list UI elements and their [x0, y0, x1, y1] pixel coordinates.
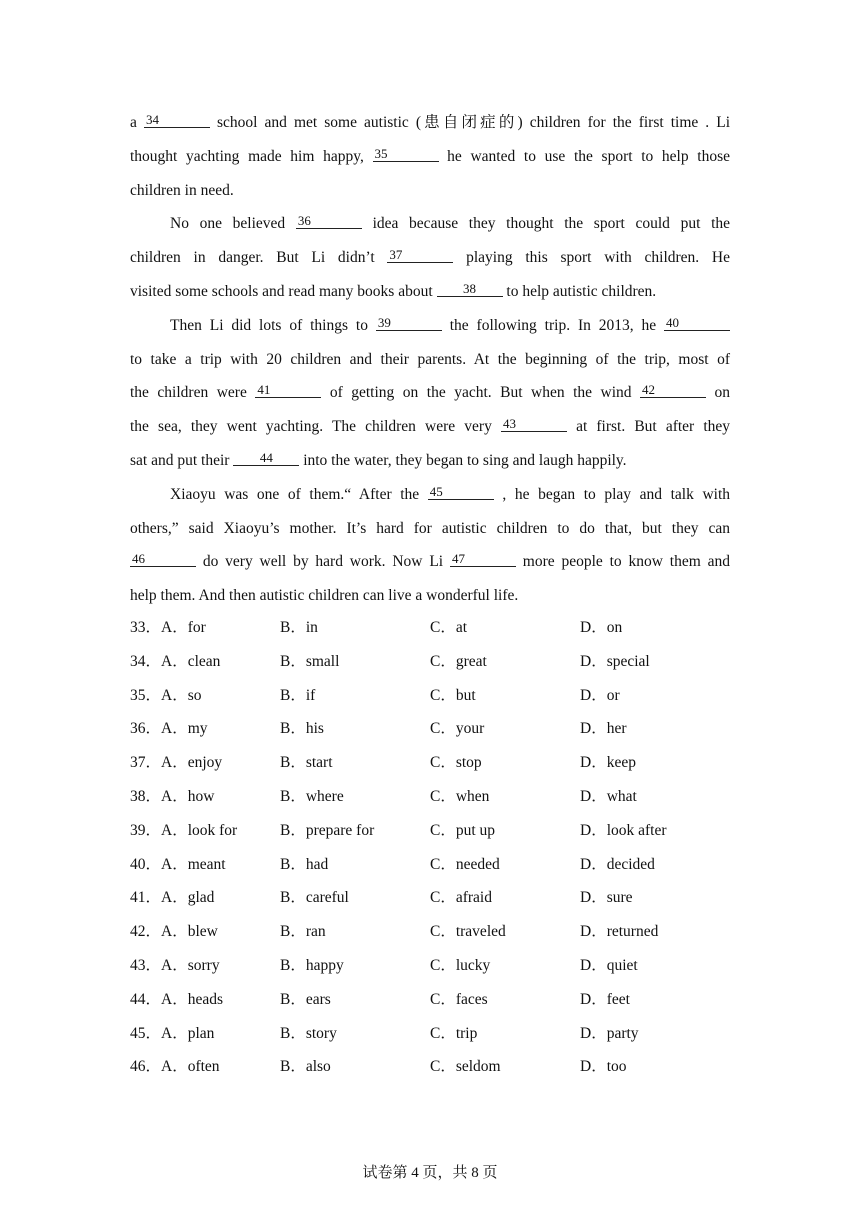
blank-42[interactable]: 42 [640, 383, 706, 398]
question-row [130, 746, 770, 780]
passage-line [130, 410, 730, 444]
option-c[interactable]: C．traveled [430, 923, 506, 941]
option-text: A．for [161, 619, 206, 636]
option-a[interactable] [130, 1050, 220, 1084]
option-b[interactable]: B．if [280, 686, 316, 704]
question-number: 38． [130, 787, 162, 805]
option-a[interactable] [130, 915, 218, 949]
option-c[interactable]: C．your [430, 720, 485, 738]
option-a[interactable] [130, 949, 220, 983]
option-d[interactable]: D．look after [580, 821, 667, 839]
passage-text: Then Li did lots of things to [170, 316, 376, 334]
question-row [130, 1017, 770, 1051]
passage-text: more people to know them and [522, 553, 730, 571]
passage-line [130, 309, 730, 343]
passage-text: of getting on the yacht. But when the wind [329, 384, 641, 402]
passage-text: children in danger. But Li didn’t [130, 249, 388, 267]
question-row [130, 1050, 770, 1084]
blank-36[interactable]: 36 [296, 214, 362, 229]
question-number: 41． [130, 889, 162, 907]
option-a[interactable] [130, 780, 214, 814]
option-b[interactable]: B．where [280, 787, 344, 805]
blank-37[interactable]: 37 [387, 248, 453, 263]
option-d[interactable]: D．decided [580, 855, 655, 873]
blank-43[interactable]: 43 [501, 417, 567, 432]
option-b[interactable]: B．ears [280, 990, 331, 1008]
option-b[interactable]: B．had [280, 855, 329, 873]
option-c[interactable]: C．needed [430, 855, 500, 873]
passage-line [130, 174, 730, 208]
question-number: 33． [130, 619, 162, 636]
blank-35[interactable]: 35 [373, 147, 439, 162]
question-row [130, 983, 770, 1017]
question-row [130, 679, 770, 713]
option-text: A．blew [161, 923, 218, 941]
option-c[interactable]: C．lucky [430, 956, 491, 974]
option-d[interactable]: D．keep [580, 754, 636, 772]
question-number: 44． [130, 990, 162, 1008]
passage-text: No one believed [170, 215, 296, 233]
passage-text: into the water, they began to sing and laugh happily. [303, 451, 627, 469]
option-text: A．enjoy [161, 754, 223, 772]
passage-line [130, 512, 730, 546]
blank-44[interactable]: 44 [233, 451, 299, 466]
blank-45[interactable]: 45 [428, 485, 494, 500]
question-number: 35． [130, 686, 162, 704]
passage-text: thought yachting made him happy, [130, 147, 373, 165]
passage-text: others,” said Xiaoyu’s mother. It’s hard for autistic children to do that, but they can [130, 519, 730, 537]
passage-line [130, 545, 730, 579]
option-c[interactable]: C．but [430, 686, 476, 704]
question-number: 34． [130, 652, 162, 670]
option-d[interactable]: D．sure [580, 889, 633, 907]
option-a[interactable] [130, 983, 223, 1017]
option-text: A．often [161, 1058, 220, 1076]
question-row [130, 949, 770, 983]
page-footer: 试卷第 4 页，共 8 页 [362, 1165, 498, 1181]
option-a[interactable] [130, 848, 226, 882]
question-options [130, 611, 770, 1084]
passage-text: help them. And then autistic children can live a wonderful life. [130, 587, 519, 605]
option-d[interactable]: D．too [580, 1058, 627, 1076]
passage-line [130, 444, 730, 478]
blank-47[interactable]: 47 [450, 552, 516, 567]
option-d[interactable]: D．quiet [580, 956, 638, 974]
blank-34[interactable]: 34 [144, 113, 210, 128]
option-a[interactable] [130, 645, 220, 679]
option-b[interactable]: B．his [280, 720, 324, 738]
option-text: A．meant [161, 855, 226, 873]
option-a[interactable] [130, 746, 222, 780]
option-b[interactable]: B．also [280, 1058, 331, 1076]
question-row [130, 814, 770, 848]
blank-39[interactable]: 39 [376, 316, 442, 331]
option-c[interactable]: C．put up [430, 821, 496, 839]
option-text: A．how [161, 787, 215, 805]
option-d[interactable]: D．special [580, 652, 650, 670]
blank-46[interactable]: 46 [130, 552, 196, 567]
option-a[interactable] [130, 611, 206, 645]
question-number: 37． [130, 754, 162, 772]
option-d[interactable]: D．feet [580, 990, 630, 1008]
option-d[interactable]: D．on [580, 619, 623, 636]
question-number: 43． [130, 956, 162, 974]
option-b[interactable]: B．prepare for [280, 821, 375, 839]
option-d[interactable]: D．her [580, 720, 627, 738]
question-row [130, 712, 770, 746]
option-a[interactable] [130, 881, 214, 915]
option-b[interactable]: B．small [280, 652, 340, 670]
option-b[interactable]: B．ran [280, 923, 326, 941]
question-number: 36． [130, 720, 162, 738]
passage-text: the sea, they went yachting. The children were very [130, 418, 501, 436]
option-c[interactable]: C．great [430, 652, 487, 670]
option-text: A．so [161, 686, 202, 704]
passage-text: the children were [130, 384, 256, 402]
question-number: 42． [130, 923, 162, 941]
blank-40[interactable]: 40 [664, 316, 730, 331]
passage-text: sat and put their [130, 451, 234, 469]
option-text: A．look for [161, 821, 238, 839]
passage-line [130, 106, 730, 140]
question-row [130, 780, 770, 814]
question-row [130, 611, 770, 645]
passage [130, 106, 730, 613]
option-b[interactable]: B．happy [280, 956, 344, 974]
passage-line [130, 275, 730, 309]
blank-41[interactable]: 41 [255, 383, 321, 398]
option-text: A．my [161, 720, 208, 738]
option-text: A．sorry [161, 956, 220, 974]
option-a[interactable] [130, 679, 202, 713]
question-number: 46． [130, 1058, 162, 1076]
option-c[interactable]: C．trip [430, 1024, 478, 1042]
passage-text: to take a trip with 20 children and their parents. At the beginning of the trip, most of [130, 350, 730, 368]
passage-text: Xiaoyu was one of them.“ After the [170, 485, 428, 503]
option-b[interactable]: B．story [280, 1024, 337, 1042]
option-c[interactable]: C．afraid [430, 889, 492, 907]
option-text: A．plan [161, 1024, 215, 1042]
passage-text: on [714, 384, 731, 402]
passage-line [130, 478, 730, 512]
question-row [130, 848, 770, 882]
question-row [130, 645, 770, 679]
option-c[interactable]: C．at [430, 619, 468, 636]
option-c[interactable]: C．stop [430, 754, 482, 772]
question-row [130, 881, 770, 915]
option-b[interactable]: B．in [280, 619, 318, 636]
option-c[interactable]: C．when [430, 787, 490, 805]
passage-text: at first. But after they [576, 418, 731, 436]
option-a[interactable] [130, 712, 208, 746]
question-row [130, 915, 770, 949]
passage-line [130, 376, 730, 410]
option-d[interactable]: D．returned [580, 923, 659, 941]
passage-text: do very well by hard work. Now Li [202, 553, 450, 571]
question-number: 39． [130, 821, 162, 839]
passage-line [130, 579, 730, 613]
option-c[interactable]: C．faces [430, 990, 488, 1008]
passage-text: playing this sport with children. He [466, 249, 730, 267]
option-text: A．heads [161, 990, 224, 1008]
passage-text: he wanted to use the sport to help those [447, 147, 730, 165]
option-text: A．glad [161, 889, 215, 907]
passage-text: to help autistic children. [506, 282, 657, 300]
passage-line [130, 343, 730, 377]
option-c[interactable]: C．seldom [430, 1058, 501, 1076]
option-d[interactable]: D．or [580, 686, 620, 704]
passage-text: children in need. [130, 181, 234, 199]
option-b[interactable]: B．start [280, 754, 333, 772]
option-b[interactable]: B．careful [280, 889, 349, 907]
passage-line [130, 140, 730, 174]
passage-text: a [130, 114, 144, 131]
option-a[interactable] [130, 814, 237, 848]
passage-text: , he began to play and talk with [502, 485, 731, 503]
option-a[interactable] [130, 1017, 214, 1051]
passage-line [130, 241, 730, 275]
option-d[interactable]: D．what [580, 787, 637, 805]
passage-text: school and met some autistic (患自闭症的) children for the first time . Li [217, 114, 731, 131]
option-d[interactable]: D．party [580, 1024, 639, 1042]
passage-text: idea because they thought the sport could put the [372, 215, 731, 233]
passage-text: the following trip. In 2013, he [449, 316, 665, 334]
option-text: A．clean [161, 652, 221, 670]
blank-38[interactable]: 38 [437, 282, 503, 297]
question-number: 45． [130, 1024, 162, 1042]
passage-line [130, 207, 730, 241]
question-number: 40． [130, 855, 162, 873]
passage-text: visited some schools and read many books about [130, 282, 437, 300]
